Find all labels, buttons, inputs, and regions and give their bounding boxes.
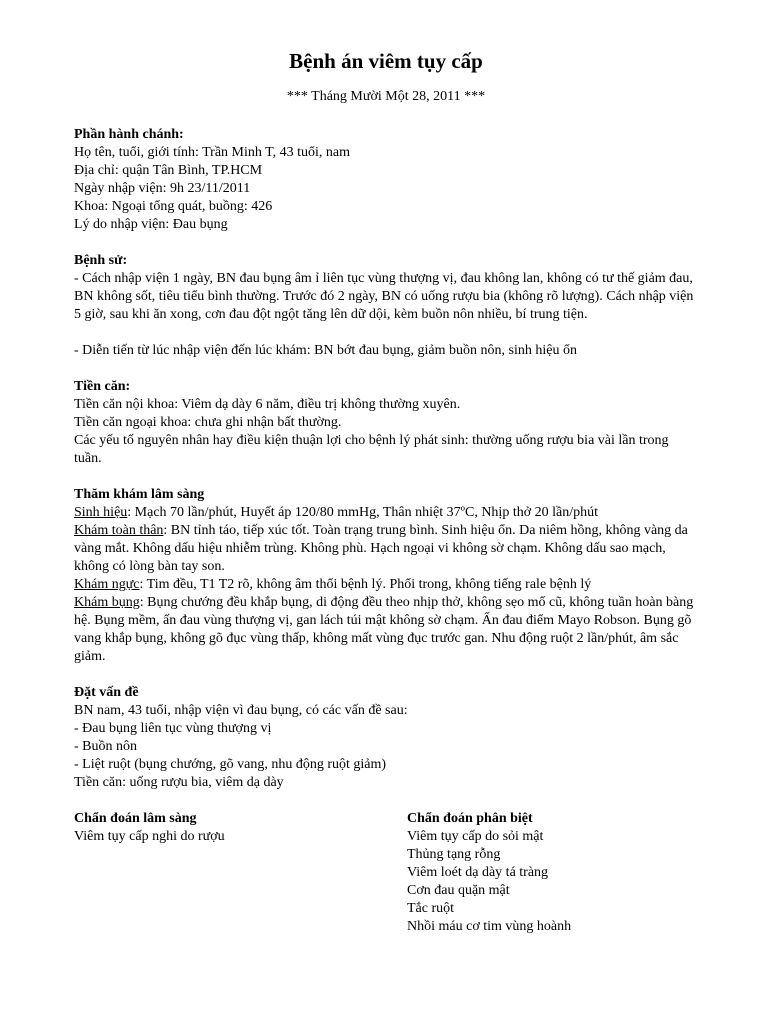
problem-section (74, 684, 698, 792)
history-paragraph: - Cách nhập viện 1 ngày, BN đau bụng âm ỉ liên tục vùng thượng vị, đau không lan, không có tư thế giảm đau, BN không sốt, tiêu tiểu bình thường. Trước đó 2 ngày, BN có uống rượu bia (không rõ lượng). Cách nhập viện 5 giờ, sau khi ăn xong, cơn đau đột ngột tăng lên dữ dội, kèm buồn nôn nhiều, bí trung tiện. (74, 271, 694, 322)
differential-diagnosis-item: Nhồi máu cơ tim vùng hoành (407, 919, 572, 934)
vitals-line (74, 504, 698, 522)
history-section (74, 252, 698, 360)
past-history-line: Các yếu tố nguyên nhân hay điều kiện thuận lợi cho bệnh lý phát sinh: thường uống rượu bia vài lần trong tuần. (74, 433, 669, 466)
past-history-line: Tiền căn nội khoa: Viêm dạ dày 6 năm, điều trị không thường xuyên. (74, 397, 461, 412)
admin-line: Họ tên, tuổi, giới tính: Trần Minh T, 43 tuổi, nam (74, 145, 351, 160)
clinical-diagnosis (74, 810, 407, 936)
past-history-section (74, 378, 698, 468)
differential-diagnosis-item: Viêm tụy cấp do sỏi mật (407, 829, 544, 844)
abdomen-exam-text: : Bụng chướng đều khắp bụng, di động đều theo nhịp thở, không sẹo mổ cũ, không tuần hoàn bàng hệ. Bụng mềm, ấn đau vùng thượng vị, gan lách túi mật không sờ chạm. Ấn đau điểm Mayo Robson. Bụng gõ vang khắp bụng, không gõ đục vùng thấp, không mất vùng đục trước gan. Nhu động ruột 2 lần/phút, âm sắc giảm. (74, 595, 694, 664)
admin-heading: Phần hành chánh: (74, 127, 184, 142)
abdomen-exam-line (74, 594, 698, 666)
differential-diagnosis-item: Viêm loét dạ dày tá tràng (407, 865, 549, 880)
document-date: *** Tháng Mười Một 28, 2011 *** (286, 89, 486, 104)
differential-diagnosis (407, 810, 698, 936)
document-title: Bệnh án viêm tụy cấp (289, 49, 483, 73)
problem-heading: Đặt vấn đề (74, 685, 139, 700)
problem-line: Tiền căn: uống rượu bia, viêm dạ dày (74, 775, 284, 790)
admin-line: Khoa: Ngoại tổng quát, buồng: 426 (74, 199, 273, 214)
past-history-heading: Tiền căn: (74, 379, 131, 394)
problem-line: - Liệt ruột (bụng chướng, gõ vang, nhu động ruột giảm) (74, 757, 387, 772)
admin-line: Địa chỉ: quận Tân Bình, TP.HCM (74, 163, 263, 178)
diagnosis-section (74, 810, 698, 936)
problem-line: - Đau bụng liên tục vùng thượng vị (74, 721, 272, 736)
exam-section (74, 486, 698, 666)
clinical-diagnosis-line: Viêm tụy cấp nghi do rượu (74, 829, 225, 844)
chest-exam-label: Khám ngực (74, 577, 140, 592)
admin-line: Ngày nhập viện: 9h 23/11/2011 (74, 181, 251, 196)
differential-diagnosis-item: Tắc ruột (407, 901, 455, 916)
history-progress: - Diễn tiến từ lúc nhập viện đến lúc khám: BN bớt đau bụng, giảm buồn nôn, sinh hiệu ổn (74, 343, 577, 358)
differential-diagnosis-item: Cơn đau quặn mật (407, 883, 510, 898)
general-exam-text: : BN tỉnh táo, tiếp xúc tốt. Toàn trạng trung bình. Sinh hiệu ổn. Da niêm hồng, không vàng da vàng mắt. Không dấu hiệu nhiễm trùng. Không phù. Hạch ngoại vi không sờ chạm. Không dấu sao mạch, không có lòng bàn tay son. (74, 523, 688, 574)
past-history-line: Tiền căn ngoại khoa: chưa ghi nhận bất thường. (74, 415, 342, 430)
admin-line: Lý do nhập viện: Đau bụng (74, 217, 228, 232)
problem-line: - Buồn nôn (74, 739, 137, 754)
chest-exam-text: : Tim đều, T1 T2 rõ, không âm thổi bệnh lý. Phổi trong, không tiếng rale bệnh lý (139, 577, 592, 592)
vitals-label: Sinh hiệu (74, 505, 128, 520)
history-heading: Bệnh sử: (74, 253, 128, 268)
vitals-text: : Mạch 70 lần/phút, Huyết áp 120/80 mmHg, Thân nhiệt 37ºC, Nhịp thở 20 lần/phút (127, 505, 598, 520)
differential-diagnosis-item: Thủng tạng rỗng (407, 847, 501, 862)
differential-diagnosis-heading: Chẩn đoán phân biệt (407, 811, 533, 826)
chest-exam-line (74, 576, 698, 594)
problem-line: BN nam, 43 tuổi, nhập viện vì đau bụng, có các vấn đề sau: (74, 703, 408, 718)
admin-section (74, 126, 698, 234)
general-exam-line (74, 522, 698, 576)
abdomen-exam-label: Khám bụng (74, 595, 140, 610)
exam-heading: Thăm khám lâm sàng (74, 487, 205, 502)
general-exam-label: Khám toàn thân (74, 523, 164, 538)
clinical-diagnosis-heading: Chẩn đoán lâm sàng (74, 811, 197, 826)
